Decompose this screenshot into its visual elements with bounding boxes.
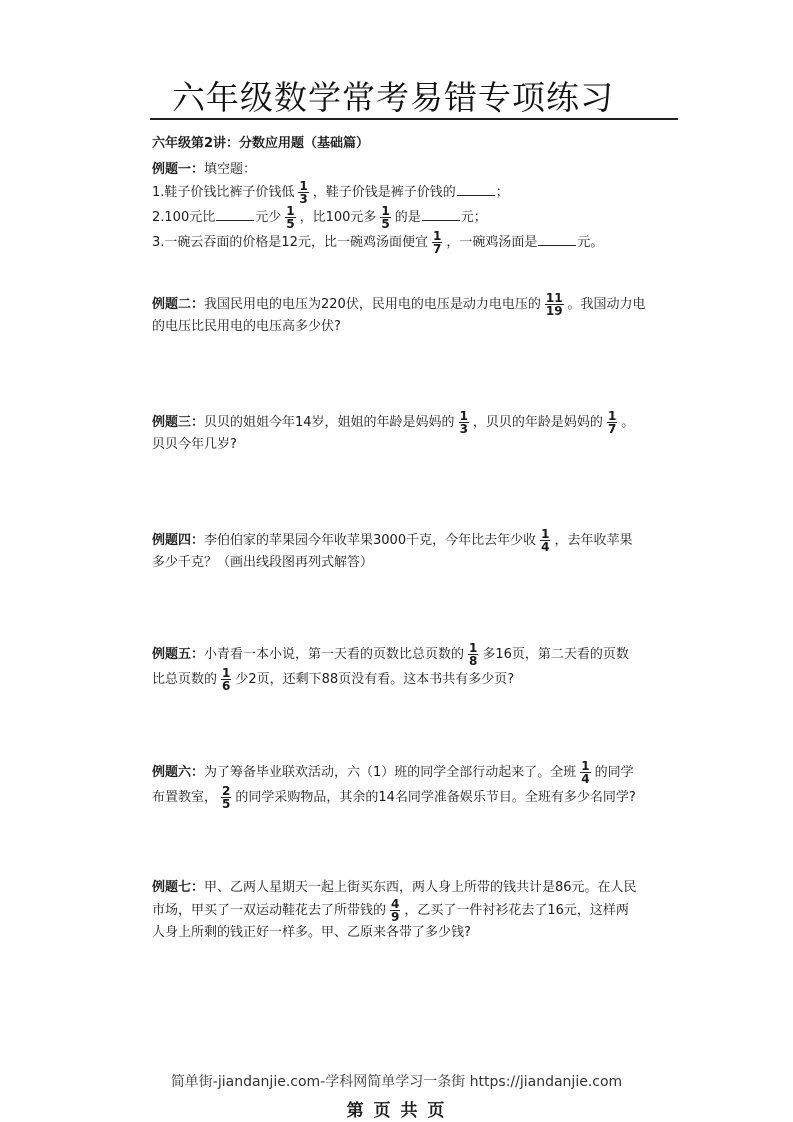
- example-6-text-d: 的同学采购物品，其余的14名同学准备娱乐节目。全班有多少名同学?: [235, 790, 636, 805]
- numerator: 1: [432, 229, 442, 243]
- denominator: 3: [459, 422, 468, 436]
- answer-blank: [457, 183, 495, 196]
- fraction: [468, 642, 478, 667]
- numerator: 1: [299, 179, 308, 193]
- fraction: [298, 180, 308, 205]
- q3-text-c: 元。: [577, 235, 604, 250]
- example-4-line-1: [152, 528, 680, 553]
- example-6-text-b: 的同学: [594, 765, 634, 780]
- denominator: 5: [222, 797, 231, 811]
- q1-text-a: 1.鞋子价钱比裤子价钱低: [152, 185, 295, 200]
- example-4: [152, 528, 680, 573]
- example-2-line-2: 的电压比民用电的电压高多少伏?: [152, 319, 341, 334]
- q2-text-a: 2.100元比: [152, 210, 216, 225]
- example-5-text-d: 少2页，还剩下88页没有看。这本书共有多少页?: [235, 672, 515, 687]
- example-2-text-a: 我国民用电的电压为220伏，民用电的电压是动力电电压的: [204, 297, 541, 312]
- numerator: 4: [391, 897, 400, 911]
- example-3-line-1: [152, 410, 680, 435]
- denominator: 3: [299, 192, 308, 206]
- example-2-text-b: 。我国动力电: [567, 297, 646, 312]
- q2-text-b: 元少: [255, 210, 282, 225]
- fraction: [540, 528, 550, 553]
- example-7-text-b: 市场，甲买了一双运动鞋花去了所带钱的: [152, 903, 387, 918]
- example-5: [152, 642, 680, 692]
- example-6-text-c: 布置教室，: [152, 790, 218, 805]
- numerator: 1: [381, 204, 390, 218]
- example-1-label: 例题一：: [152, 162, 205, 177]
- example-3-text-c: 。: [621, 415, 635, 430]
- fraction: [285, 205, 295, 230]
- example-6-text-a: 为了筹备毕业联欢活动，六（1）班的同学全部行动起来了。全班: [204, 765, 577, 780]
- example-5-label: 例题五：: [152, 647, 205, 662]
- example-3-line-2: 贝贝今年几岁?: [152, 437, 237, 452]
- answer-blank: [216, 208, 254, 221]
- example-3: [152, 410, 680, 455]
- example-3-text-b: ，贝贝的年龄是妈妈的: [472, 415, 603, 430]
- lesson-heading: 六年级第2讲：分数应用题（基础篇）: [152, 136, 370, 151]
- example-5-text-c: 比总页数的: [152, 672, 218, 687]
- example-3-label: 例题三：: [152, 415, 205, 430]
- fraction: [221, 785, 231, 810]
- denominator: 4: [581, 772, 590, 786]
- example-2-line-1: [152, 292, 680, 317]
- example-7-text-c: ，乙买了一件衬衫花去了16元，这样两: [404, 903, 629, 918]
- denominator: 4: [541, 540, 550, 554]
- q3-text-b: ，一碗鸡汤面是: [446, 235, 538, 250]
- example-1: [152, 160, 680, 255]
- denominator: 9: [391, 910, 400, 924]
- q1-text-c: ；: [495, 185, 509, 200]
- example-5-line-2: [152, 667, 680, 692]
- fraction: [390, 898, 400, 923]
- example-6: [152, 760, 680, 810]
- numerator: 1: [607, 409, 617, 423]
- denominator: 7: [432, 242, 442, 256]
- example-4-text-a: 李伯伯家的苹果园今年收苹果3000千克，今年比去年少收: [204, 533, 537, 548]
- denominator: 5: [286, 217, 295, 231]
- numerator: 2: [222, 784, 231, 798]
- answer-blank: [422, 208, 460, 221]
- example-2-label: 例题二：: [152, 297, 205, 312]
- example-7-text-a: 甲、乙两人星期天一起上街买东西，两人身上所带的钱共计是86元。在人民: [204, 880, 637, 895]
- answer-blank: [538, 233, 576, 246]
- fraction: [459, 410, 469, 435]
- example-6-line-2: [152, 785, 680, 810]
- example-1-intro-line: [152, 160, 680, 180]
- page-number: 第 页 共 页: [346, 1101, 447, 1121]
- example-1-intro: 填空题：: [204, 162, 257, 177]
- numerator: 1: [459, 409, 468, 423]
- numerator: 1: [541, 527, 550, 541]
- example-6-line-1: [152, 760, 680, 785]
- fraction: [432, 230, 442, 255]
- example-5-line-1: [152, 642, 680, 667]
- title-divider: [150, 118, 678, 120]
- denominator: 7: [607, 422, 617, 436]
- example-5-text-b: 多16页，第二天看的页数: [482, 647, 629, 662]
- q2-text-e: 元；: [460, 210, 487, 225]
- example-1-question-2: [152, 205, 680, 230]
- denominator: 8: [469, 654, 478, 668]
- q2-text-d: 的是: [394, 210, 421, 225]
- numerator: 1: [286, 204, 295, 218]
- example-4-text-b: ，去年收苹果: [554, 533, 633, 548]
- numerator: 11: [545, 291, 563, 305]
- example-7-label: 例题七：: [152, 880, 205, 895]
- fraction: [221, 667, 231, 692]
- fraction: [545, 292, 564, 317]
- fraction: [580, 760, 590, 785]
- example-7: [152, 878, 680, 943]
- example-3-text-a: 贝贝的姐姐今年14岁，姐姐的年龄是妈妈的: [204, 415, 455, 430]
- example-7-line-2: [152, 898, 680, 923]
- example-4-line-2: 多少千克？（画出线段图再列式解答）: [152, 555, 374, 570]
- example-4-label: 例题四：: [152, 533, 205, 548]
- example-7-line-3: 人身上所剩的钱正好一样多。甲、乙原来各带了多少钱?: [152, 925, 471, 940]
- q2-text-c: ，比100元多: [299, 210, 377, 225]
- example-7-line-1: [152, 878, 680, 898]
- example-1-question-3: [152, 230, 680, 255]
- denominator: 19: [545, 304, 563, 318]
- fraction: [380, 205, 390, 230]
- denominator: 6: [222, 679, 231, 693]
- denominator: 5: [381, 217, 390, 231]
- example-6-label: 例题六：: [152, 765, 205, 780]
- numerator: 1: [222, 666, 231, 680]
- q3-text-a: 3.一碗云吞面的价格是12元，比一碗鸡汤面便宜: [152, 235, 428, 250]
- q1-text-b: ，鞋子价钱是裤子价钱的: [312, 185, 456, 200]
- footer-site-link[interactable]: 简单街-jiandanjie.com-学科网简单学习一条街 https://jiandanjie.com: [170, 1074, 623, 1090]
- example-5-text-a: 小青看一本小说，第一天看的页数比总页数的: [204, 647, 465, 662]
- numerator: 1: [581, 759, 590, 773]
- fraction: [607, 410, 617, 435]
- example-1-question-1: [152, 180, 680, 205]
- example-2: [152, 292, 680, 337]
- document-title: 六年级数学常考易错专项练习: [172, 78, 614, 117]
- numerator: 1: [469, 641, 478, 655]
